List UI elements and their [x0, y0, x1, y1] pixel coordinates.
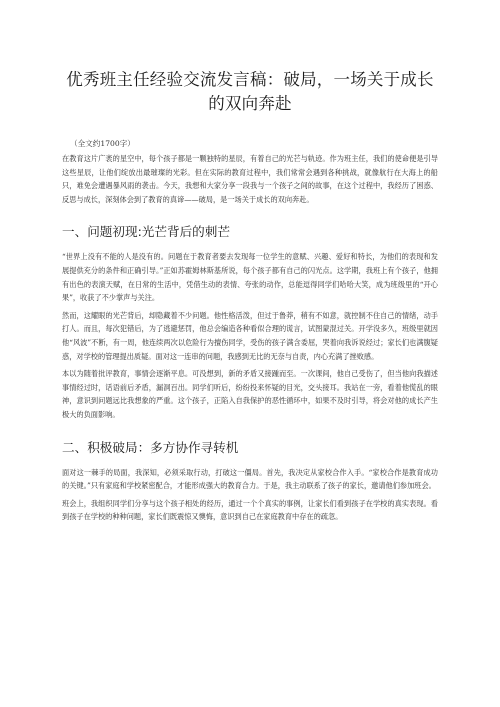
word-count: （全文约1700字）	[70, 139, 135, 148]
section-2-paragraph: 班会上，我组织同学们分享与这个孩子相处的经历，通过一个个真实的事例，让家长们看到孩子在学校的真实表现。看到孩子在学校的种种问题，家长们既震惊又懊悔，意识到自己在家庭教育中存在的疏忽。	[62, 498, 438, 522]
section-heading-2: 二、积极破局：多方协作寻转机	[62, 439, 239, 455]
section-heading-1: 一、问题初现:光芒背后的刺芒	[62, 224, 230, 240]
section-1-paragraph: “世界上没有不能的人是没有的。问题在于教育者要去发现每一位学生的意赋、兴趣、爱好和特长，为他们的表现和发展提供充分的条件和正确引导。”正如苏霍姆林斯基所说，每个孩子都有自己的闪光点。这学期，我班上有个孩子，他拥有出色的表演天赋，在日常的生活中，凭借生动的表情、夸张的动作，总能逗得同学们哈哈大笑，成为班级里的“开心果”，收获了不少掌声与关注。	[62, 252, 438, 303]
section-2-paragraph: 面对这一棘手的局面，我深知，必须采取行动，打破这一僵局。首先，我决定从家校合作入手。“家校合作是教育成功的关键。”只有家庭和学校紧密配合，才能形成强大的教育合力。于是，我主动联系了孩子的家长，邀请他们参加班会。	[62, 467, 438, 491]
document-title: 优秀班主任经验交流发言稿：破局，一场关于成长的双向奔赴	[66, 70, 434, 113]
intro-paragraph: 在教育这片广袤的星空中，每个孩子都是一颗独特的星辰，有着自己的光芒与轨迹。作为班主任，我们的使命便是引导这些星辰，让他们绽放出最璀璨的光彩。但在实际的教育过程中，我们常常会遇到各种挑战，就像航行在大海上的船只，难免会遭遇暴风雨的袭击。今天，我想和大家分享一段我与一个孩子之间的故事，在这个过程中，我经历了困惑、反思与成长，深刻体会到了教育的真谛——破局，是一场关于成长的双向奔赴。	[62, 154, 438, 204]
section-1-paragraph: 然而，这耀眼的光芒背后，却隐藏着不少问题。他性格活泼，但过于鲁莽，稍有不如意，就控制不住自己的情绪，动手打人。而且，每次犯错后，为了逃避惩罚，他总会编造各种看似合理的谎言，试图蒙混过关。开学没多久，班级里就因他“风波”不断，有一周，他连续两次以危险行为擅伤同学，受伤的孩子满含委屈，哭着向我诉说经过；家长们也满腹疑惑，对学校的管理提出质疑。面对这一连串的问题，我感到无比的无奈与自责，内心充满了挫败感。	[62, 310, 438, 361]
section-1-paragraph: 本以为随着批评教育，事情会逐渐平息。可没想到，新的矛盾又接踵而至。一次课间，他自己受伤了，但当他向我描述事情经过时，话语前后矛盾，漏洞百出。同学们听后，纷纷投来怀疑的目光，交头接耳。我站在一旁，看着他慌乱的眼神，意识到问题远比我想象的严重。这个孩子，正陷入自我保护的恶性循环中，如果不及时引导，将会对他的成长产生极大的负面影响。	[62, 369, 438, 419]
